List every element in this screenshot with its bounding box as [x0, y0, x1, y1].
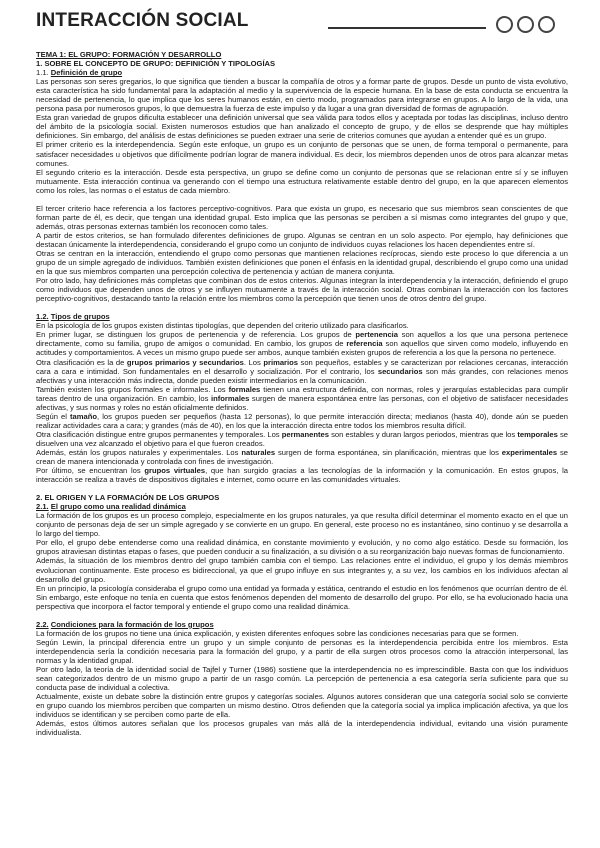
paragraph: Esta gran variedad de grupos dificulta establecer una definición universal que sea válida para todos ellos y aceptada por todas las disciplinas, incluso dentro del ámbito de la psicología social. Existen numerosos estudios que han analizado el concepto de grupo, y de ellos se desprende que hay múltiples definiciones. Sin embargo, del análisis de estas definiciones se pueden extraer una serie de criterios comunes que ayudan a entender qué es un grupo. [36, 113, 568, 141]
subsection-title: Tipos de grupos [50, 312, 110, 322]
document-title: INTERACCIÓN SOCIAL [36, 10, 249, 31]
subsection-title: El grupo como una realidad dinámica [50, 502, 186, 512]
bold-term: permanentes [281, 429, 329, 439]
text-run: se crean de manera intencionada y controlada con fines de investigación. [36, 447, 568, 467]
header-rule [328, 27, 486, 29]
text-run: surgen de forma espontánea, sin planificación, mientras que los [275, 447, 502, 457]
bold-term: secundarios [377, 366, 423, 376]
paragraph: En la psicología de los grupos existen distintas tipologías, que dependen del criterio utilizado para clasificarlos. [36, 321, 409, 331]
subsection-heading [36, 502, 568, 511]
circle-icon [496, 16, 513, 33]
text-run: tienen una estructura definida, con normas, roles y jerarquías establecidas para cumplir tareas dentro de una organización. En cambio, los [36, 384, 568, 403]
subsection-number: 2.2. [36, 619, 49, 629]
text-run: Según el [36, 411, 71, 421]
paragraph: Otras se centran en la interacción, entendiendo el grupo como personas que mantienen relaciones recíprocas, siendo este proceso lo que diferencia a un grupo de un simple agregado de individuos. También existen definiciones que ponen el énfasis en la identidad grupal, describiendo el grupo como una unidad en la que sus miembros comparten una percepción colectiva de pertenencia y actúan de manera conjunta. [36, 248, 568, 277]
text-run: son aquellos que sirven como modelo, influyendo en actitudes y comportamientos. A veces un mismo grupo puede ser ambos, aunque también existen grupos de referencia a los que la persona no pertenece. [36, 339, 568, 358]
text-run: se disuelven una vez alcanzado el objetivo para el que fueron creados. [36, 429, 568, 448]
paragraph [36, 412, 568, 430]
subsection-heading [36, 68, 568, 77]
subsection-number: 2.1. [36, 502, 49, 512]
text-run: Otra clasificación distingue entre grupos permanentes y temporales. Los [36, 429, 282, 439]
bold-term: formales [228, 384, 261, 394]
text-run: son aquellos a los que una persona pertenece directamente, como su familia, grupo de amigos o comunidad. En cambio, los grupos de [36, 330, 568, 349]
paragraph [36, 466, 568, 484]
bold-term: pertenencia [355, 330, 399, 340]
subsection-heading [36, 312, 568, 321]
section-heading: 1. SOBRE EL CONCEPTO DE GRUPO: DEFINICIÓN Y TIPOLOGÍAS [36, 59, 276, 69]
paragraph: Además, estos últimos autores señalan que los procesos grupales van más allá de la interdependencia individual, evitando una visión puramente individualista. [36, 719, 568, 738]
text-run: son pequeños, estables y se caracterizan por relaciones cercanas, interacción cara a cara e intimidad. Son fundamentales en el desarrollo y socialización. Por el contrario, los [36, 357, 568, 376]
text-run: son más grandes, con relaciones menos afectivas y una interacción más indirecta, donde pueden existir intermediarios en la comunicación. [36, 366, 569, 385]
paragraph [36, 385, 568, 412]
subsection-heading [36, 620, 568, 629]
bold-term: tamaño [70, 411, 98, 421]
text-run: son estables y duran largos periodos, mientras que los [329, 429, 518, 439]
text-run: , que han surgido gracias a las tecnologías de la información y la comunicación. En estos grupos, la interacción se realiza a través de dispositivos digitales e internet, como ocurre en las comunidades virtuales. [36, 466, 568, 485]
paragraph: Según Lewin, la principal diferencia entre un grupo y un simple conjunto de personas es la interdependencia percibida entre los miembros. Esta interdependencia sería la condición necesaria para la formación del grupo, y a partir de ella surgen otros procesos como la atracción interpersonal, las normas y la identidad grupal. [36, 637, 568, 665]
page-header [36, 10, 576, 42]
paragraph: En un principio, la psicología consideraba el grupo como una entidad ya formada y estática, centrando el estudio en los fenómenos que ocurrían dentro de él. Sin embargo, este enfoque no tenía en cuenta que estos fenómenos dependen del momento de desarrollo del grupo. Por ello, se ha evolucionado hacia una perspectiva que incorpora el factor temporal y entiende el grupo como una realidad dinámica. [36, 583, 568, 611]
paragraph: Por otro lado, hay definiciones más completas que combinan dos de estos criterios. Algunas integran la interdependencia y la interacción, definiendo el grupo como individuos que dependen unos de otros y se influyen mutuamente a través de la interacción social. Otras combinan la interacción con los factores perceptivo-cognitivos, destacando tanto la relación entre los miembros como la percepción que tienen unos de otros dentro del grupo. [36, 276, 568, 304]
text-run: surgen de manera espontánea entre las personas, con el objetivo de satisfacer necesidades afectivas, y sus normas y roles no están oficialmente definidos. [36, 393, 568, 412]
text-run: Otra clasificación es la de [36, 357, 127, 367]
circle-icon [517, 16, 534, 33]
document-body [36, 50, 568, 737]
subsection-number: 1.1. [36, 68, 49, 78]
bold-term: grupos primarios y secundarios [126, 357, 244, 367]
paragraph: Las personas son seres gregarios, lo que significa que tienden a buscar la compañía de otros y a formar parte de grupos. Desde un punto de vista evolutivo, esta característica ha sido fundamental para la adaptación al medio y la supervivencia de la especie humana. En la base de esta conducta se encuentra la necesidad de pertenencia, lo que implica que los seres humanos están, en cierto modo, programados para integrarse en grupos. A lo largo de la vida, una persona pasa por numerosos grupos, lo que demuestra la fuerza de este impulso y da lugar a una gran diversidad de formas de agrupación. [36, 77, 568, 114]
paragraph: Por otro lado, la teoría de la identidad social de Tajfel y Turner (1986) sostiene que la interdependencia no es imprescindible. Basta con que los individuos sean categorizados dentro de un mismo grupo a partir de un rasgo común. La percepción de pertenencia a esa categoría sería suficiente para que su conducta pase de individual a colectiva. [36, 665, 568, 693]
subsection-number: 1.2. [36, 312, 49, 322]
decorative-circles [496, 16, 555, 33]
text-run: Además, están los grupos naturales y experimentales. Los [36, 447, 242, 457]
paragraph: El primer criterio es la interdependencia. Según este enfoque, un grupo es un conjunto de personas que se unen, de forma temporal o permanente, para satisfacer necesidades u objetivos que difícilmente podrían lograr de manera individual. Es decir, los miembros dependen unos de otros para alcanzar metas comunes. [36, 140, 568, 168]
paragraph: Actualmente, existe un debate sobre la distinción entre grupos y categorías sociales. Algunos autores consideran que una categoría social solo se convierte en grupo cuando los miembros perciben que comparten un mismo destino. Otros defienden que la categoría social ya implica implicación afectiva, ya que los individuos se identifican y se perciben como parte de ella. [36, 692, 568, 720]
subsection-title: Condiciones para la formación de los grupos [50, 619, 214, 629]
topic-heading [36, 50, 568, 59]
circle-icon [538, 16, 555, 33]
bold-term: referencia [346, 339, 383, 349]
paragraph: Además, la situación de los miembros dentro del grupo también cambia con el tiempo. Las relaciones entre el individuo, el grupo y los demás miembros evolucionan continuamente. Este proceso es bidireccional, ya que el grupo influye en sus integrantes y, a su vez, los cambios en los individuos afectan al desarrollo del grupo. [36, 556, 568, 584]
text-run: Por último, se encuentran los [36, 466, 145, 476]
paragraph: Por ello, el grupo debe entenderse como una realidad dinámica, en constante movimiento y evolución, y no como algo estático. Desde su formación, los grupos atraviesan distintas etapas o fases, que pueden conducir a su finalización, a su división o a su reorganización bajo nuevas formas de funcionamiento. [36, 538, 568, 557]
paragraph [36, 448, 568, 466]
paragraph: El tercer criterio hace referencia a los factores perceptivo-cognitivos. Para que exista un grupo, es necesario que sus miembros sean conscientes de que forman parte de él, es decir, que tengan una identidad grupal. Esto implica que las personas se perciben a sí mismas como integrantes del grupo y que, además, otras personas externas también los reconocen como tales. [36, 203, 568, 231]
bold-term: primarios [263, 357, 298, 367]
bold-term: informales [210, 393, 250, 403]
bold-term: naturales [241, 447, 276, 457]
text-run: En primer lugar, se distinguen los grupos de pertenencia y de referencia. Los grupos de [36, 330, 356, 340]
paragraph [36, 358, 568, 385]
text-run: , los grupos pueden ser pequeños (hasta 12 personas), lo que permite interacción directa; medianos (hasta 40), donde aún se pueden realizar actividades cara a cara; y grandes (más de 40), en los que la interacción directa entre todos los miembros resulta difícil. [36, 411, 568, 430]
bold-term: grupos virtuales [144, 466, 206, 476]
bold-term: temporales [517, 429, 558, 439]
section-heading: 2. EL ORIGEN Y LA FORMACIÓN DE LOS GRUPOS [36, 493, 220, 503]
text-run: . Los [243, 357, 264, 367]
paragraph [36, 330, 568, 357]
paragraph: La formación de los grupos no tiene una única explicación, y existen diferentes enfoques sobre las condiciones necesarias para que se formen. [36, 628, 519, 638]
paragraph: El segundo criterio es la interacción. Desde esta perspectiva, un grupo se define como un conjunto de personas que se relacionan entre sí y se influyen mutuamente. Esta interacción continua va generando con el tiempo una estructura relativamente estable dentro del grupo, en la que aparecen elementos como los roles, las normas o el estatus de cada miembro. [36, 167, 568, 195]
bold-term: experimentales [501, 447, 558, 457]
paragraph: La formación de los grupos es un proceso complejo, especialmente en los grupos naturales, ya que resulta difícil determinar el momento exacto en el que un conjunto de personas deja de ser un simple agregado y se convierte en un grupo. En general, este proceso no es instantáneo, sino continuo y se desarrolla a lo largo del tiempo. [36, 511, 568, 539]
text-run: También existen los grupos formales e informales. Los [36, 384, 229, 394]
paragraph [36, 430, 568, 448]
topic-heading-text: TEMA 1: EL GRUPO: FORMACIÓN Y DESARROLLO [36, 50, 222, 59]
subsection-title: Definición de grupo [50, 68, 123, 78]
paragraph: A partir de estos criterios, se han formulado diferentes definiciones de grupo. Algunas se centran en un solo aspecto. Por ejemplo, hay definiciones que destacan únicamente la interdependencia, considerando el grupo como un conjunto de individuos cuyas relaciones los hacen dependientes entre sí. [36, 230, 568, 249]
